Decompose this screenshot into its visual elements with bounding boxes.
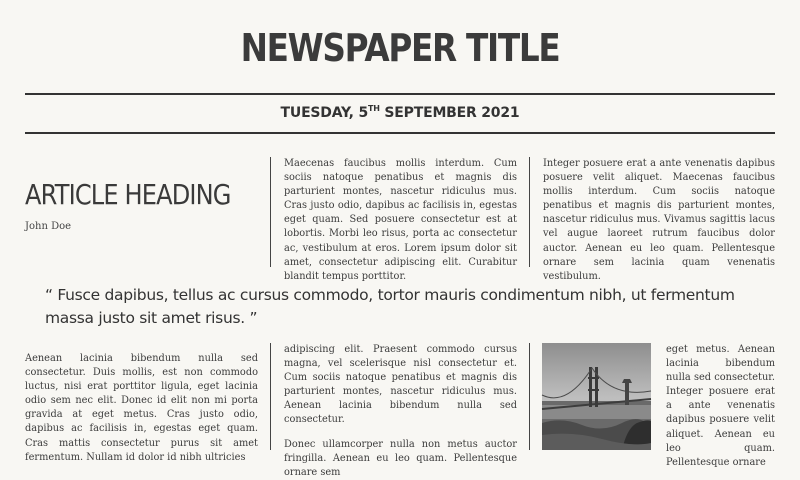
column-divider [270, 343, 271, 450]
article-heading: ARTICLE HEADING [25, 178, 231, 211]
article-column-2 [543, 157, 775, 284]
column-divider [529, 343, 530, 450]
lower-column-2 [284, 343, 517, 480]
article-paragraph: Donec ullamcorper nulla non metus auctor fringilla. Aenean eu leo quam. Pellentesque ornare sem [284, 438, 517, 478]
date-rest: SEPTEMBER 2021 [379, 105, 520, 121]
pull-quote: “ Fusce dapibus, tellus ac cursus commodo, tortor mauris condimentum nibh, ut fermentum massa justo sit amet risus. ” [45, 286, 735, 327]
lower-column-1 [25, 352, 258, 465]
article-paragraph: Maecenas faucibus mollis interdum. Cum sociis natoque penatibus et magnis dis parturient montes, nascetur ridiculus mus. Cras justo odio, dapibus ac facilisis in, egestas eget quam. Sed posuere consectetur est at lobortis. Morbi leo risus, porta ac consectetur ac, vestibulum at eros. Lorem ipsum dolor sit amet, consectetur adipiscing elit. Curabitur blandit tempus porttitor. [284, 158, 517, 282]
article-author: John Doe [25, 221, 72, 232]
top-rule [25, 93, 775, 95]
date-rule [25, 132, 775, 134]
article-paragraph: Aenean lacinia bibendum nulla sed consectetur. Duis mollis, est non commodo luctus, nisi erat porttitor ligula, eget lacinia odio sem nec elit. Donec id elit non mi porta gravida at eget metus. Cras justo odio, dapibus ac facilisis in, egestas eget quam. Cras mattis consectetur purus sit amet fermentum. Nullam id dolor id nibh ultricies [25, 353, 258, 463]
article-paragraph: eget metus. Aenean lacinia bibendum nulla sed consectetur. Integer posuere erat a ante venenatis dapibus posuere velit aliquet. Aenean eu leo quam. Pellentesque ornare [666, 344, 775, 468]
column-divider [270, 157, 271, 267]
article-column-1 [284, 157, 517, 284]
newspaper-title: NEWSPAPER TITLE [240, 26, 560, 70]
date-prefix: TUESDAY, 5 [280, 105, 368, 121]
column-divider [529, 157, 530, 267]
dateline [0, 104, 800, 121]
date-suffix: TH [367, 104, 380, 113]
lower-column-3 [666, 343, 775, 470]
bridge-photo [542, 343, 651, 450]
masthead [0, 22, 800, 74]
article-paragraph: adipiscing elit. Praesent commodo cursus magna, vel scelerisque nisl consectetur et. Cum sociis natoque penatibus et magnis dis parturient montes, nascetur ridiculus mus. Aenean lacinia bibendum nulla sed consectetur. [284, 344, 517, 426]
article-paragraph: Integer posuere erat a ante venenatis dapibus posuere velit aliquet. Maecenas faucibus mollis interdum. Cum sociis natoque penatibus et magnis dis parturient montes, nascetur ridiculus mus. Vivamus sagittis lacus vel augue laoreet rutrum faucibus dolor auctor. Aenean eu leo quam. Pellentesque ornare sem lacinia quam venenatis vestibulum. [543, 158, 775, 282]
bridge-photo-image [542, 343, 651, 450]
